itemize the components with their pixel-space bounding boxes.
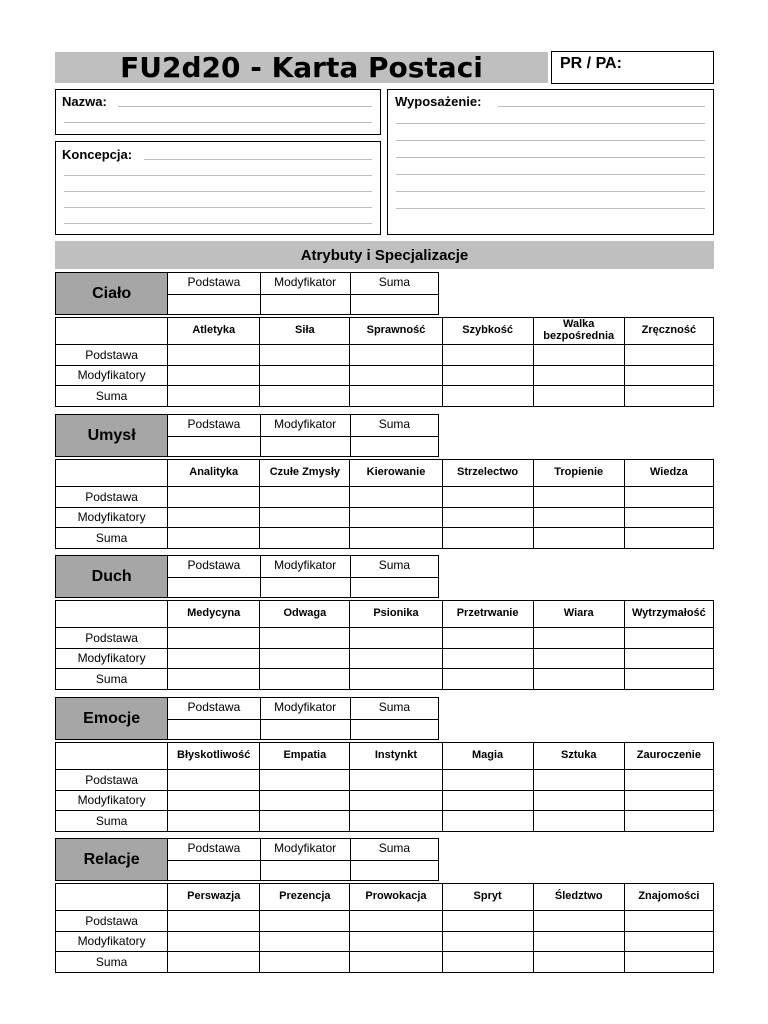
attribute-table (55, 317, 714, 407)
attribute-value-cell[interactable] (260, 952, 350, 973)
attribute-value-cell[interactable] (168, 487, 260, 508)
row-label: Modyfikatory (56, 648, 168, 669)
row-label: Suma (56, 952, 168, 973)
attribute-value-cell[interactable] (260, 507, 350, 528)
attribute-value-cell[interactable] (442, 911, 533, 932)
attribute-table (55, 883, 714, 973)
attribute-value-cell[interactable] (168, 931, 260, 952)
summary-column-header: Modyfikator (260, 556, 350, 578)
attribute-value-cell[interactable] (168, 811, 260, 832)
attribute-name: Prowokacja (350, 884, 442, 911)
attribute-row (56, 528, 714, 549)
attribute-value-cell[interactable] (168, 365, 260, 386)
equipment-line (396, 208, 705, 209)
attribute-header-row (56, 601, 714, 628)
attribute-value-cell[interactable] (624, 911, 713, 932)
concept-line (144, 159, 372, 160)
attribute-name: Empatia (260, 743, 350, 770)
attribute-row (56, 487, 714, 508)
name-label: Nazwa: (62, 94, 107, 109)
category-name: Duch (56, 556, 168, 598)
name-box[interactable] (55, 89, 381, 135)
summary-value-cell[interactable] (350, 295, 438, 315)
category-summary-table (55, 272, 439, 315)
attribute-value-cell[interactable] (168, 770, 260, 791)
attribute-value-cell[interactable] (442, 770, 533, 791)
summary-value-cell[interactable] (168, 578, 260, 598)
attribute-value-cell[interactable] (533, 345, 624, 366)
attribute-value-cell[interactable] (168, 528, 260, 549)
summary-value-cell[interactable] (168, 861, 260, 881)
attribute-value-cell[interactable] (168, 628, 260, 649)
attribute-value-cell[interactable] (260, 811, 350, 832)
attribute-value-cell[interactable] (442, 790, 533, 811)
attribute-value-cell[interactable] (624, 648, 713, 669)
attribute-name: Błyskotliwość (168, 743, 260, 770)
attribute-value-cell[interactable] (442, 811, 533, 832)
attribute-value-cell[interactable] (624, 952, 713, 973)
attribute-value-cell[interactable] (260, 628, 350, 649)
summary-column-header: Modyfikator (260, 698, 350, 720)
name-line (118, 106, 372, 107)
corner-cell (56, 743, 168, 770)
attribute-value-cell[interactable] (624, 628, 713, 649)
attribute-name: Wytrzymałość (624, 601, 713, 628)
row-label: Suma (56, 669, 168, 690)
summary-column-header: Modyfikator (260, 839, 350, 861)
row-label: Modyfikatory (56, 790, 168, 811)
summary-column-header: Suma (350, 698, 438, 720)
attribute-header-row (56, 743, 714, 770)
attribute-value-cell[interactable] (260, 669, 350, 690)
attribute-value-cell[interactable] (624, 528, 713, 549)
summary-column-header: Modyfikator (260, 415, 350, 437)
category-name: Ciało (56, 273, 168, 315)
attribute-value-cell[interactable] (624, 931, 713, 952)
summary-value-cell[interactable] (260, 437, 350, 457)
attribute-header-row (56, 884, 714, 911)
attribute-value-cell[interactable] (624, 770, 713, 791)
attribute-value-cell[interactable] (168, 669, 260, 690)
attribute-value-cell[interactable] (442, 952, 533, 973)
attribute-value-cell[interactable] (442, 628, 533, 649)
attribute-value-cell[interactable] (260, 487, 350, 508)
summary-column-header: Suma (350, 415, 438, 437)
attribute-value-cell[interactable] (260, 770, 350, 791)
attribute-value-cell[interactable] (350, 528, 442, 549)
attribute-value-cell[interactable] (168, 790, 260, 811)
attribute-name: Śledztwo (533, 884, 624, 911)
summary-header-row (56, 698, 439, 720)
corner-cell (56, 601, 168, 628)
attribute-value-cell[interactable] (260, 931, 350, 952)
equipment-line (396, 140, 705, 141)
attribute-row (56, 770, 714, 791)
attribute-value-cell[interactable] (624, 345, 713, 366)
attribute-value-cell[interactable] (350, 648, 442, 669)
attribute-row (56, 952, 714, 973)
attribute-value-cell[interactable] (350, 931, 442, 952)
attribute-value-cell[interactable] (442, 648, 533, 669)
attribute-value-cell[interactable] (260, 345, 350, 366)
corner-cell (56, 884, 168, 911)
attribute-value-cell[interactable] (350, 365, 442, 386)
attribute-value-cell[interactable] (168, 952, 260, 973)
attribute-value-cell[interactable] (533, 507, 624, 528)
attribute-value-cell[interactable] (533, 911, 624, 932)
attribute-value-cell[interactable] (624, 811, 713, 832)
row-label: Suma (56, 386, 168, 407)
attribute-value-cell[interactable] (533, 790, 624, 811)
attribute-table (55, 742, 714, 832)
attribute-row (56, 628, 714, 649)
attribute-value-cell[interactable] (260, 911, 350, 932)
attribute-name: Magia (442, 743, 533, 770)
attribute-name: Czułe Zmysły (260, 460, 350, 487)
category-name: Relacje (56, 839, 168, 881)
attribute-name: Sprawność (350, 318, 442, 345)
attribute-name: Atletyka (168, 318, 260, 345)
attribute-name: Analityka (168, 460, 260, 487)
summary-value-cell[interactable] (260, 295, 350, 315)
attribute-value-cell[interactable] (442, 386, 533, 407)
attribute-value-cell[interactable] (533, 931, 624, 952)
attribute-value-cell[interactable] (624, 487, 713, 508)
attribute-value-cell[interactable] (350, 628, 442, 649)
concept-line (64, 207, 372, 208)
attribute-value-cell[interactable] (533, 952, 624, 973)
attribute-value-cell[interactable] (350, 952, 442, 973)
category-name: Emocje (56, 698, 168, 740)
attribute-value-cell[interactable] (533, 487, 624, 508)
attribute-name: Szybkość (442, 318, 533, 345)
attribute-name: Siła (260, 318, 350, 345)
corner-cell (56, 460, 168, 487)
summary-column-header: Modyfikator (260, 273, 350, 295)
attribute-value-cell[interactable] (533, 770, 624, 791)
attribute-value-cell[interactable] (533, 811, 624, 832)
section-title: Atrybuty i Specjalizacje (55, 241, 714, 269)
attribute-table (55, 459, 714, 549)
attribute-name: Znajomości (624, 884, 713, 911)
attribute-value-cell[interactable] (442, 507, 533, 528)
attribute-value-cell[interactable] (442, 931, 533, 952)
row-label: Suma (56, 811, 168, 832)
attribute-row (56, 790, 714, 811)
attribute-value-cell[interactable] (168, 345, 260, 366)
equipment-line (498, 106, 705, 107)
summary-value-cell[interactable] (260, 861, 350, 881)
equipment-line (396, 191, 705, 192)
row-label: Suma (56, 528, 168, 549)
attribute-name: Perswazja (168, 884, 260, 911)
attribute-value-cell[interactable] (533, 365, 624, 386)
attribute-table (55, 600, 714, 690)
attribute-value-cell[interactable] (533, 386, 624, 407)
category-summary-table (55, 555, 439, 598)
attribute-value-cell[interactable] (533, 528, 624, 549)
attribute-value-cell[interactable] (350, 345, 442, 366)
attribute-row (56, 345, 714, 366)
attribute-value-cell[interactable] (624, 790, 713, 811)
name-line (64, 122, 372, 123)
concept-line (64, 191, 372, 192)
category-name: Umysł (56, 415, 168, 457)
attribute-value-cell[interactable] (624, 669, 713, 690)
attribute-value-cell[interactable] (168, 507, 260, 528)
attribute-value-cell[interactable] (350, 487, 442, 508)
summary-value-cell[interactable] (260, 578, 350, 598)
attribute-value-cell[interactable] (442, 528, 533, 549)
row-label: Podstawa (56, 628, 168, 649)
attribute-value-cell[interactable] (624, 507, 713, 528)
row-label: Podstawa (56, 487, 168, 508)
attribute-value-cell[interactable] (350, 507, 442, 528)
summary-column-header: Suma (350, 839, 438, 861)
row-label: Podstawa (56, 770, 168, 791)
attribute-header-row (56, 460, 714, 487)
row-label: Modyfikatory (56, 365, 168, 386)
equipment-line (396, 123, 705, 124)
concept-line (64, 223, 372, 224)
attribute-value-cell[interactable] (624, 386, 713, 407)
attribute-value-cell[interactable] (168, 648, 260, 669)
attribute-value-cell[interactable] (168, 911, 260, 932)
attribute-value-cell[interactable] (260, 790, 350, 811)
summary-value-cell[interactable] (350, 861, 438, 881)
attribute-value-cell[interactable] (168, 386, 260, 407)
attribute-name: Odwaga (260, 601, 350, 628)
corner-cell (56, 318, 168, 345)
summary-column-header: Suma (350, 273, 438, 295)
attribute-row (56, 911, 714, 932)
attribute-value-cell[interactable] (350, 669, 442, 690)
attribute-name: Spryt (442, 884, 533, 911)
sheet-title: FU2d20 - Karta Postaci (55, 52, 548, 83)
attribute-value-cell[interactable] (260, 365, 350, 386)
summary-value-cell[interactable] (168, 437, 260, 457)
summary-value-cell[interactable] (168, 295, 260, 315)
attribute-value-cell[interactable] (533, 648, 624, 669)
row-label: Podstawa (56, 911, 168, 932)
category-summary-table (55, 838, 439, 881)
attribute-name: Przetrwanie (442, 601, 533, 628)
row-label: Podstawa (56, 345, 168, 366)
attribute-row (56, 648, 714, 669)
row-label: Modyfikatory (56, 507, 168, 528)
attribute-value-cell[interactable] (442, 487, 533, 508)
summary-column-header: Podstawa (168, 839, 260, 861)
attribute-name: Sztuka (533, 743, 624, 770)
equipment-label: Wyposażenie: (395, 94, 482, 109)
summary-value-cell[interactable] (350, 720, 438, 740)
attribute-value-cell[interactable] (350, 790, 442, 811)
attribute-value-cell[interactable] (350, 811, 442, 832)
attribute-name: Zręczność (624, 318, 713, 345)
row-label: Modyfikatory (56, 931, 168, 952)
attribute-value-cell[interactable] (350, 386, 442, 407)
attribute-value-cell[interactable] (350, 911, 442, 932)
attribute-value-cell[interactable] (624, 365, 713, 386)
summary-value-cell[interactable] (260, 720, 350, 740)
attribute-name: Kierowanie (350, 460, 442, 487)
summary-column-header: Podstawa (168, 415, 260, 437)
summary-column-header: Podstawa (168, 273, 260, 295)
summary-header-row (56, 839, 439, 861)
attribute-value-cell[interactable] (442, 345, 533, 366)
attribute-row (56, 365, 714, 386)
attribute-row (56, 811, 714, 832)
attribute-value-cell[interactable] (260, 528, 350, 549)
attribute-row (56, 931, 714, 952)
category-summary-table (55, 414, 439, 457)
summary-header-row (56, 273, 439, 295)
attribute-name: Medycyna (168, 601, 260, 628)
attribute-value-cell[interactable] (533, 628, 624, 649)
summary-header-row (56, 556, 439, 578)
pr-pa-label: PR / PA: (560, 55, 622, 72)
summary-column-header: Podstawa (168, 698, 260, 720)
summary-value-cell[interactable] (350, 578, 438, 598)
concept-box[interactable] (55, 141, 381, 235)
attribute-value-cell[interactable] (260, 386, 350, 407)
equipment-line (396, 157, 705, 158)
concept-label: Koncepcja: (62, 147, 133, 162)
equipment-box[interactable] (387, 89, 714, 235)
attribute-value-cell[interactable] (442, 365, 533, 386)
concept-line (64, 175, 372, 176)
category-summary-table (55, 697, 439, 740)
attribute-name: Psionika (350, 601, 442, 628)
attribute-name: Wiedza (624, 460, 713, 487)
attribute-value-cell[interactable] (442, 669, 533, 690)
equipment-line (396, 174, 705, 175)
attribute-value-cell[interactable] (533, 669, 624, 690)
attribute-name: Prezencja (260, 884, 350, 911)
attribute-header-row (56, 318, 714, 345)
summary-column-header: Suma (350, 556, 438, 578)
attribute-row (56, 386, 714, 407)
pr-pa-field[interactable] (551, 51, 714, 84)
attribute-name: Zauroczenie (624, 743, 713, 770)
attribute-name: Walka bezpośrednia (533, 318, 624, 345)
attribute-row (56, 507, 714, 528)
summary-column-header: Podstawa (168, 556, 260, 578)
attribute-value-cell[interactable] (260, 648, 350, 669)
attribute-value-cell[interactable] (350, 770, 442, 791)
summary-value-cell[interactable] (168, 720, 260, 740)
summary-header-row (56, 415, 439, 437)
attribute-name: Instynkt (350, 743, 442, 770)
attribute-name: Wiara (533, 601, 624, 628)
attribute-name: Strzelectwo (442, 460, 533, 487)
attribute-name: Tropienie (533, 460, 624, 487)
summary-value-cell[interactable] (350, 437, 438, 457)
attribute-row (56, 669, 714, 690)
